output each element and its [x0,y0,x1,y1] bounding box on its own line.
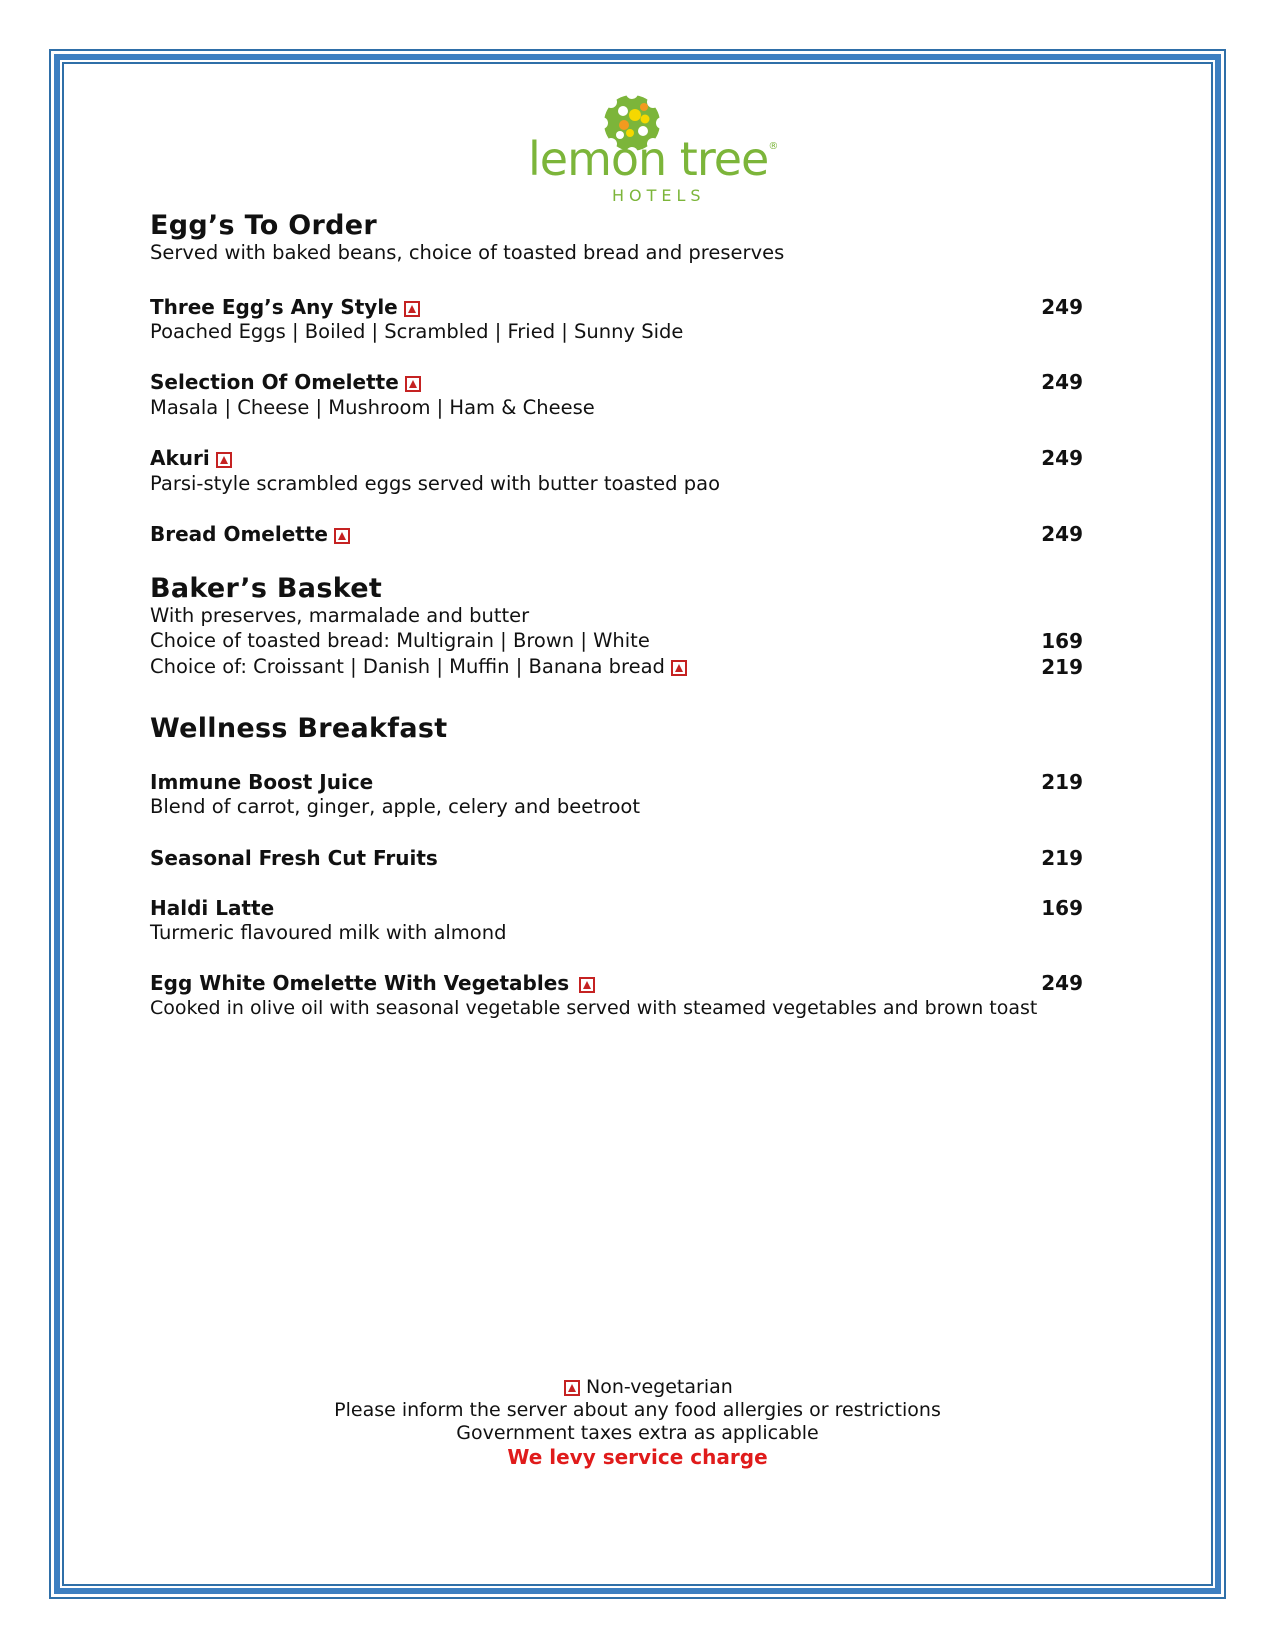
menu-line-text: Choice of: Croissant | Danish | Muffin | Banana bread [150,657,687,677]
non-veg-icon [216,452,232,468]
menu-item-description: Cooked in olive oil with seasonal vegetable served with steamed vegetables and brown toast [150,997,1038,1019]
non-veg-icon [334,528,350,544]
section-title-eggs: Egg’s To Order [150,210,378,241]
non-veg-icon [671,660,687,676]
brand-logo [528,92,778,212]
non-veg-legend: Non-vegetarian [564,1378,733,1397]
menu-item-description: Masala | Cheese | Mushroom | Ham & Cheese [150,396,595,419]
menu-item-price: 219 [1041,846,1083,870]
section-title-wellness: Wellness Breakfast [150,713,448,744]
allergy-note: Please inform the server about any food allergies or restrictions [334,1399,941,1421]
menu-item-price: 219 [1041,770,1083,794]
section-subtitle-eggs: Served with baked beans, choice of toasted bread and preserves [150,241,785,264]
non-veg-icon [405,376,421,392]
menu-item-description: Poached Eggs | Boiled | Scrambled | Fried | Sunny Side [150,320,684,343]
menu-line-text: Choice of toasted bread: Multigrain | Brown | White [150,629,650,652]
menu-item-price: 169 [1041,896,1083,920]
menu-item-name: Egg White Omelette With Vegetables [150,973,595,993]
tax-note: Government taxes extra as applicable [456,1422,819,1444]
menu-item-name: Haldi Latte [150,896,275,920]
service-charge-note: We levy service charge [507,1445,768,1469]
registered-mark: ® [768,141,778,152]
non-veg-icon [564,1380,580,1396]
section-subtitle-bakers: With preserves, marmalade and butter [150,604,530,627]
menu-line-price: 169 [1041,629,1083,653]
menu-item-price: 249 [1041,971,1083,995]
page-border-inner [62,62,1213,1586]
menu-item-description: Parsi-style scrambled eggs served with butter toasted pao [150,472,721,495]
menu-item-name: Immune Boost Juice [150,770,374,794]
brand-tagline: HOTELS [612,186,706,205]
menu-item-price: 249 [1041,446,1083,470]
menu-item-price: 249 [1041,295,1083,319]
menu-item-price: 249 [1041,370,1083,394]
menu-item-name: Bread Omelette [150,524,350,544]
menu-line-price: 219 [1041,655,1083,679]
menu-item-name: Selection Of Omelette [150,372,421,392]
non-veg-icon [579,977,595,993]
brand-wordmark: lemon tree® [528,132,778,186]
menu-item-description: Blend of carrot, ginger, apple, celery and beetroot [150,795,640,818]
menu-item-price: 249 [1041,522,1083,546]
menu-item-description: Turmeric flavoured milk with almond [150,921,507,944]
menu-item-name: Akuri [150,448,232,468]
section-title-bakers: Baker’s Basket [150,573,383,604]
non-veg-icon [404,301,420,317]
menu-item-name: Seasonal Fresh Cut Fruits [150,846,438,870]
menu-item-name: Three Egg’s Any Style [150,297,420,317]
